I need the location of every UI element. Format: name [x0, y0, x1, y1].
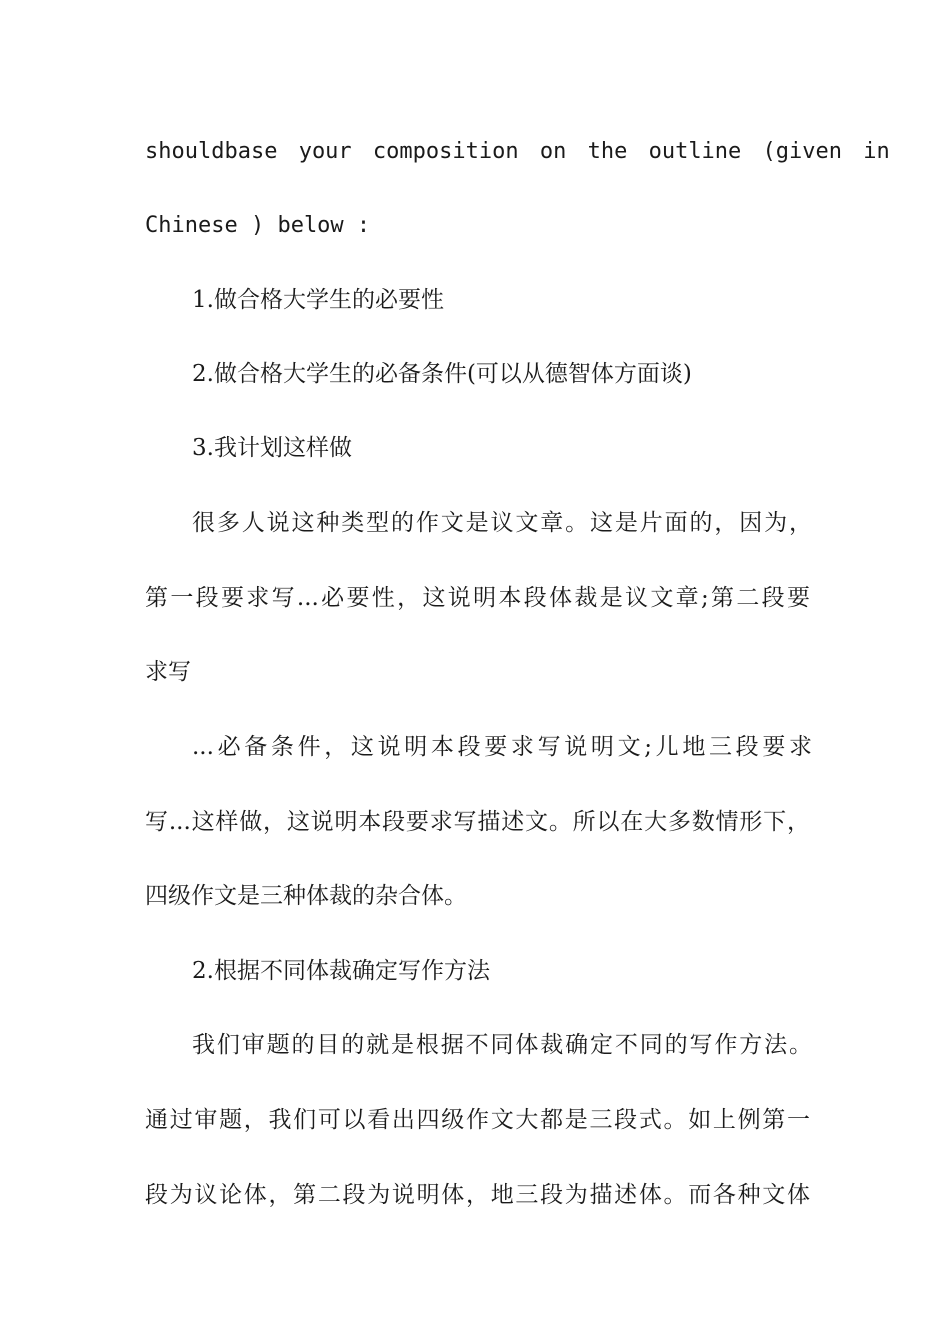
- paragraph-line-1: 很多人说这种类型的作文是议文章。这是片面的，因为，: [192, 510, 812, 536]
- outline-item-2: 2.做合格大学生的必备条件(可以从德智体方面谈): [192, 361, 692, 387]
- paragraph-line-4: ...必备条件，这说明本段要求写说明文;儿地三段要求: [192, 734, 812, 760]
- section-heading: 2.根据不同体裁确定写作方法: [192, 958, 490, 984]
- paragraph-line-6: 四级作文是三种体裁的杂合体。: [145, 883, 467, 909]
- text-line-2: Chinese ) below :: [145, 213, 371, 238]
- outline-item-3: 3.我计划这样做: [192, 435, 352, 461]
- paragraph-line-2: 第一段要求写...必要性，这说明本段体裁是议文章;第二段要: [145, 585, 810, 611]
- paragraph-line-9: 段为议论体，第二段为说明体，地三段为描述体。而各种文体: [145, 1182, 810, 1208]
- paragraph-line-3: 求写: [145, 659, 191, 685]
- paragraph-line-5: 写...这样做，这说明本段要求写描述文。所以在大多数情形下，: [145, 809, 810, 835]
- paragraph-line-8: 通过审题，我们可以看出四级作文大都是三段式。如上例第一: [145, 1107, 810, 1133]
- text-line-1: shouldbase your composition on the outline (given in: [145, 139, 890, 164]
- paragraph-line-7: 我们审题的目的就是根据不同体裁确定不同的写作方法。: [192, 1032, 812, 1058]
- outline-item-1: 1.做合格大学生的必要性: [192, 287, 444, 313]
